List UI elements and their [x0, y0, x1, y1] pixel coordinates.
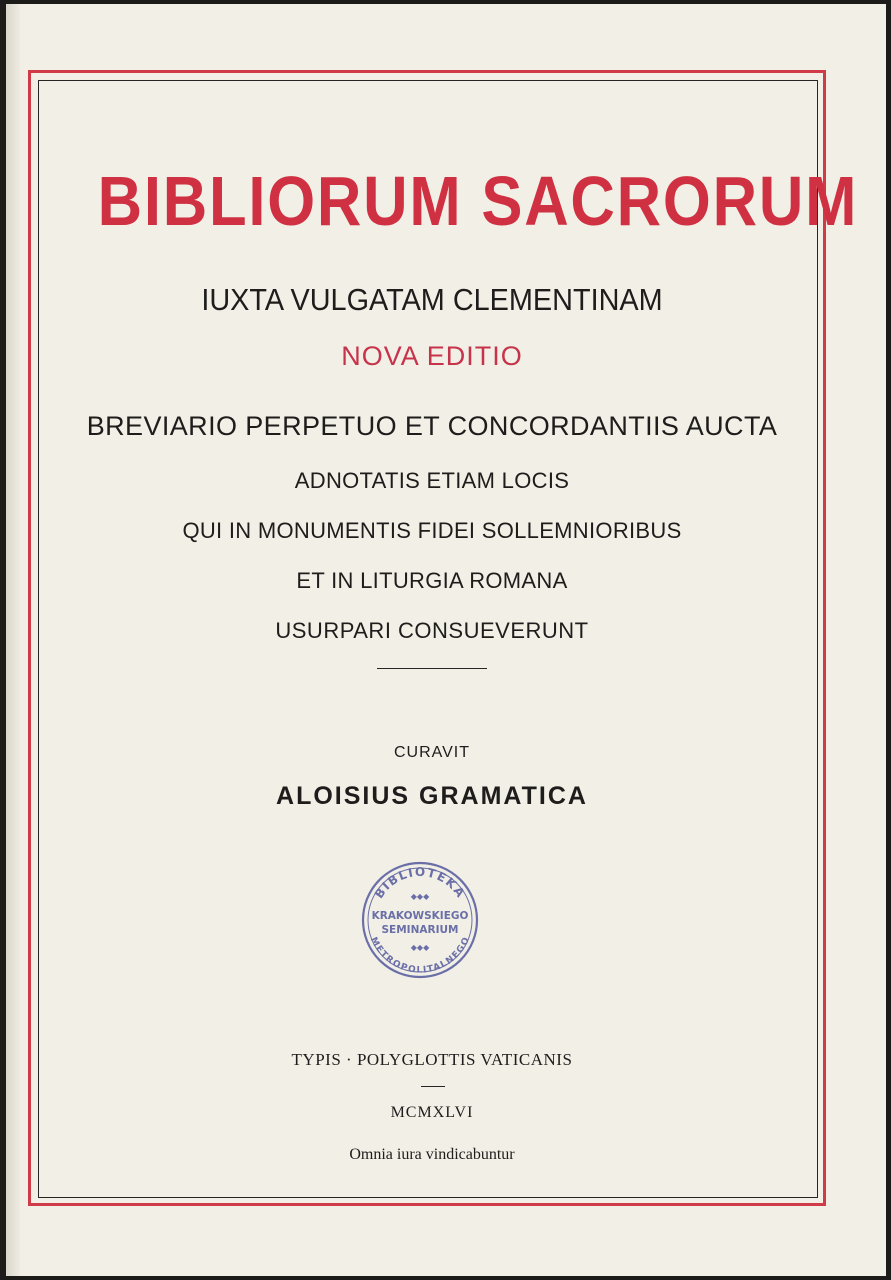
imprint-rule: [421, 1086, 445, 1087]
book-title: BIBLIORUM SACRORUM: [97, 162, 859, 240]
printer-imprint: TYPIS · POLYGLOTTIS VATICANIS: [291, 1050, 573, 1069]
book-subtitle: IUXTA VULGATAM CLEMENTINAM: [201, 282, 663, 317]
stamp-middle-2: SEMINARIUM: [381, 924, 459, 936]
library-stamp-graphic: [359, 859, 481, 981]
editor-name: ALOISIUS GRAMATICA: [276, 782, 588, 810]
stamp-ornament-bottom: ◆◆◆: [410, 943, 430, 952]
title-page: [6, 4, 886, 1276]
edition-label: NOVA EDITIO: [341, 341, 523, 371]
description-line-1: BREVIARIO PERPETUO ET CONCORDANTIIS AUCTA: [86, 411, 778, 441]
description-line-5: USURPARI CONSUEVERUNT: [275, 618, 589, 643]
stamp-ornament-top: ◆◆◆: [410, 892, 430, 901]
curavit-label: CURAVIT: [393, 744, 471, 761]
divider-rule: [377, 668, 487, 669]
stamp-top-text: BIBLIOTEKA: [371, 864, 469, 901]
library-stamp: [359, 859, 481, 981]
rights-notice: Omnia iura vindicabuntur: [349, 1146, 515, 1163]
stamp-bottom-text: METROPOLITALNEGO: [367, 935, 473, 976]
description-line-4: ET IN LITURGIA ROMANA: [296, 568, 568, 593]
stamp-middle-1: KRAKOWSKIEGO: [371, 910, 469, 922]
svg-text:METROPOLITALNEGO: [368, 936, 472, 976]
description-line-3: QUI IN MONUMENTIS FIDEI SOLLEMNIORIBUS: [182, 518, 682, 543]
publication-year: MCMXLVI: [390, 1104, 474, 1121]
description-line-2: ADNOTATIS ETIAM LOCIS: [294, 468, 570, 493]
